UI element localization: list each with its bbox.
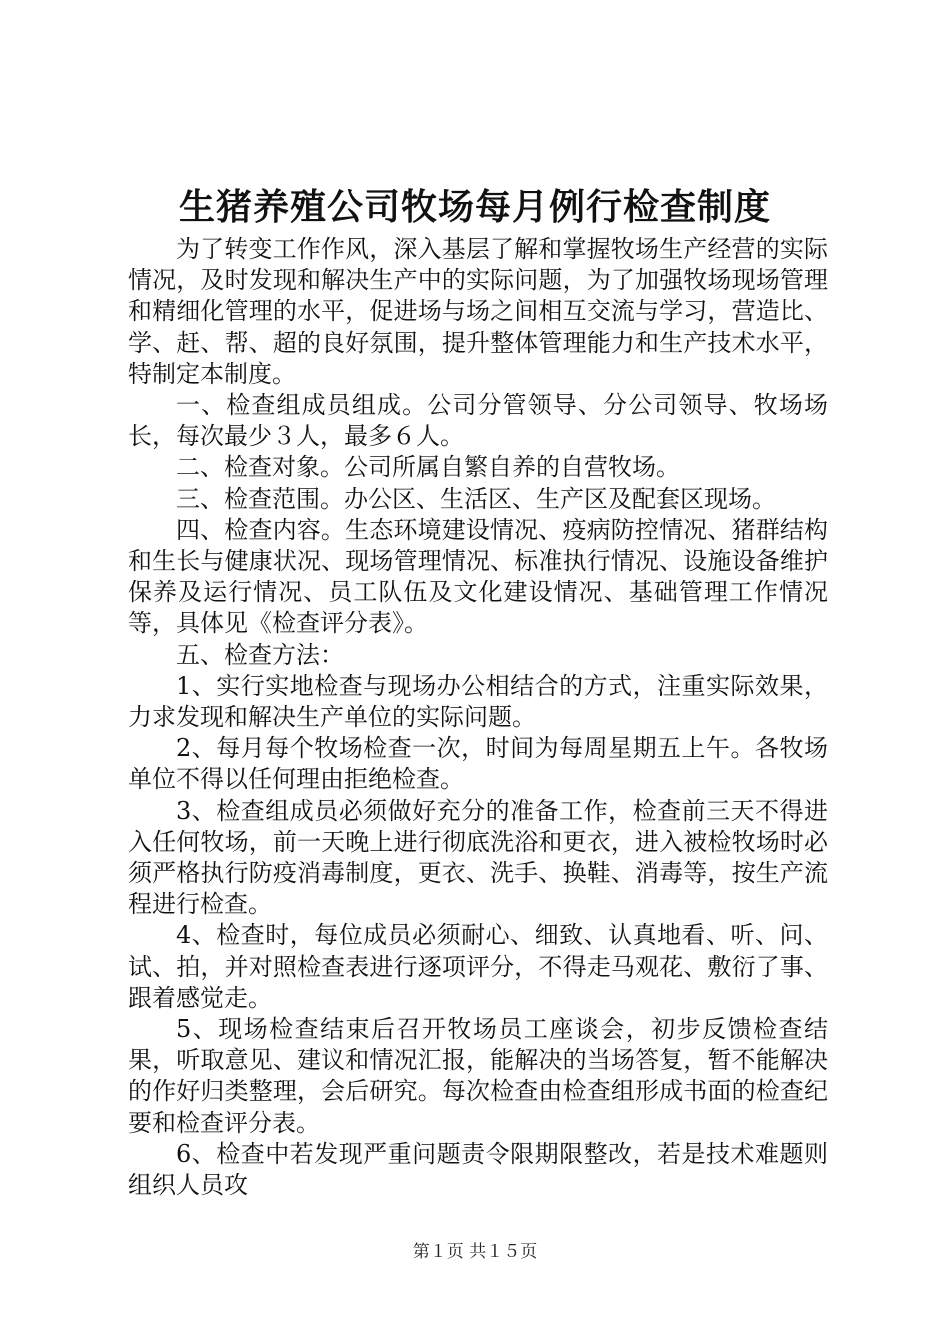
paragraph-item-3: 3、检查组成员必须做好充分的准备工作，检查前三天不得进入任何牧场，前一天晚上进行彻底洗浴和更衣，进入被检牧场时必须严格执行防疫消毒制度，更衣、洗手、换鞋、消毒等，按生产流程进行检查。: [128, 796, 828, 919]
document-title: 生猪养殖公司牧场每月例行检查制度: [178, 187, 771, 228]
paragraph-item-2: 2、每月每个牧场检查一次，时间为每周星期五上午。各牧场单位不得以任何理由拒绝检查。: [128, 734, 828, 794]
paragraph-item-1: 1、实行实地检查与现场办公相结合的方式，注重实际效果，力求发现和解决生产单位的实际问题。: [128, 671, 828, 732]
paragraph-section-3: 三、检查范围。办公区、生活区、生产区及配套区现场。: [176, 484, 776, 513]
document-body: [128, 234, 828, 1201]
paragraph-item-4: 4、检查时，每位成员必须耐心、细致、认真地看、听、问、试、拍，并对照检查表进行逐项评分，不得走马观花、敷衍了事、跟着感觉走。: [128, 921, 828, 1012]
paragraph-section-1: 一、检查组成员组成。公司分管领导、分公司领导、牧场场长，每次最少３人，最多６人。: [128, 391, 828, 451]
paragraph-item-5: 5、现场检查结束后召开牧场员工座谈会，初步反馈检查结果，听取意见、建议和情况汇报，能解决的当场答复，暂不能解决的作好归类整理，会后研究。每次检查由检查组形成书面的检查纪要和检查评分表。: [128, 1015, 828, 1137]
paragraph-intro: 为了转变工作作风，深入基层了解和掌握牧场生产经营的实际情况，及时发现和解决生产中的实际问题，为了加强牧场现场管理和精细化管理的水平，促进场与场之间相互交流与学习，营造比、学、赶、帮、超的良好氛围，提升整体管理能力和生产技术水平，特制定本制度。: [128, 235, 828, 388]
paragraph-section-2: 二、检查对象。公司所属自繁自养的自营牧场。: [176, 453, 680, 482]
paragraph-item-6: 6、检查中若发现严重问题责令限期限整改，若是技术难题则组织人员攻: [128, 1139, 828, 1200]
page-number-footer: 第１页 共１５页: [412, 1242, 538, 1262]
paragraph-section-5: 五、检查方法：: [176, 640, 344, 669]
paragraph-section-4: 四、检查内容。生态环境建设情况、疫病防控情况、猪群结构和生长与健康状况、现场管理情况、标准执行情况、设施设备维护保养及运行情况、员工队伍及文化建设情况、基础管理工作情况等，具体见《检查评分表》。: [128, 515, 828, 638]
